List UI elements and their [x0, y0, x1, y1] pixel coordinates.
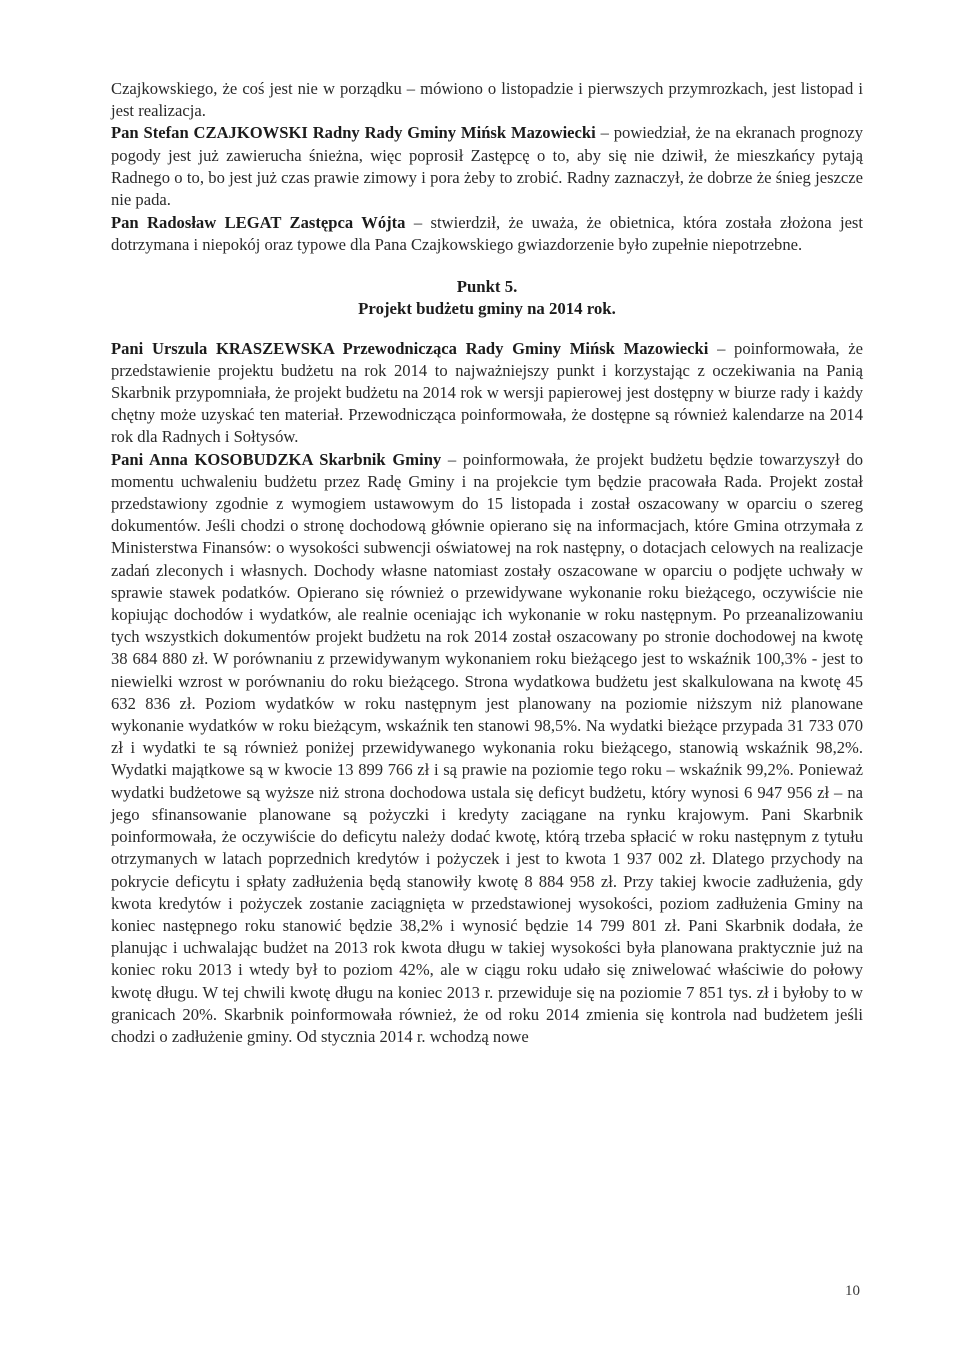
heading-title: Projekt budżetu gminy na 2014 rok.	[358, 298, 616, 318]
heading-point-number: Punkt 5.	[456, 276, 518, 296]
speaker-name: Pan Radosław LEGAT Zastępca Wójta	[111, 213, 406, 233]
speaker-name: Pan Stefan CZAJKOWSKI Radny Rady Gminy Mińsk Mazowiecki	[111, 123, 596, 143]
paragraph-legat	[111, 212, 863, 256]
paragraph-czajkowski	[111, 122, 863, 211]
paragraph-intro	[111, 78, 863, 122]
speaker-name: Pani Anna KOSOBUDZKA Skarbnik Gminy	[111, 449, 442, 469]
paragraph-kraszewska	[111, 338, 863, 449]
page-number: 10	[845, 1283, 860, 1299]
paragraph-text: – poinformowała, że przedstawienie projektu budżetu na rok 2014 to najważniejszy punkt i korzystając z oczekiwania na Panią Skarbnik przypomniała, że projekt budżetu na 2014 rok w wersji papierowej jest dostępny w biurze rady i każdy chętny może uzyskać ten materiał. Przewodnicząca poinformowała, że dostępne są również kalendarze na 2014 rok dla Radnych i Sołtysów.	[111, 338, 863, 447]
paragraph-kosobudzka	[111, 449, 863, 1048]
section-heading	[111, 276, 863, 320]
paragraph-text: – stwierdził, że uważa, że obietnica, która została złożona jest dotrzymana i niepokój oraz typowe dla Pana Czajkowskiego gwiazdorzenie było zupełnie niepotrzebne.	[111, 213, 864, 255]
paragraph-text: – powiedział, że na ekranach prognozy pogody jest już zawierucha śnieżna, więc poprosił Zastępcę o to, aby się nie dziwił, że mieszkańcy pytają Radnego o to, bo jest już czas prawie zimowy i pora żeby to zrobić. Radny zaznaczył, że dobrze że śnieg jeszcze nie pada.	[111, 123, 863, 210]
paragraph-text: – poinformowała, że projekt budżetu będzie towarzyszył do momentu uchwaleniu budżetu przez Radę Gminy i na projekcie tym będzie pracowała Rada. Projekt został przedstawiony zgodnie z wymogiem ustawowym do 15 listopada i został oszacowany w oparciu o szereg dokumentów. Jeśli chodzi o stronę dochodową głównie opierano się na informacjach, które Gmina otrzymała z Ministerstwa Finansów: o wysokości subwencji oświatowej na rok następny, o dotacjach celowych na realizacje zadań zleconych i własnych. Dochody własne natomiast zostały oszacowane w oparciu o podjęte uchwały w sprawie stawek podatków. Opierano się również o przewidywane wykonanie roku bieżącego, oczywiście nie kopiując dochodów i wydatków, ale realnie oceniając ich wykonanie w roku następnym. Po przeanalizowaniu tych wszystkich dokumentów projekt budżetu na rok 2014 został oszacowany po stronie dochodowej na kwotę 38 684 880 zł. W porównaniu z przewidywanym wykonaniem roku bieżącego jest to wskaźnik 100,3% - jest to niewielki wzrost w porównaniu do roku bieżącego. Strona wydatkowa budżetu jest skalkulowana na kwotę 45 632 836 zł. Poziom wydatków w roku następnym jest planowany na poziomie niższym niż planowane wykonanie wydatków w roku bieżącym, wskaźnik ten stanowi 98,5%. Na wydatki bieżące przypada 31 733 070 zł i wydatki te są również poniżej przewidywanego wykonania roku bieżącego, stanowią wskaźnik 98,2%. Wydatki majątkowe są w kwocie 13 899 766 zł i są prawie na poziomie tego roku – wskaźnik 99,2%. Ponieważ wydatki budżetowe są wyższe niż strona dochodowa ustala się deficyt budżetu, który wynosi 6 947 956 zł – na jego sfinansowanie planowane są pożyczki i kredyty zaciągane na rynku krajowym. Pani Skarbnik poinformowała, że oczywiście do deficytu należy dodać kwotę, którą trzeba spłacić w roku następnym z tytułu otrzymanych w latach poprzednich kredytów i pożyczek i jest to kwota 1 937 002 zł. Dlatego przychody na pokrycie deficytu i spłaty zadłużenia będą stanowiły kwotę 8 884 958 zł. Przy takiej kwocie zadłużenia, gdy kwota kredytów i pożyczek zostanie zaciągnięta w przedstawionej wysokości, poziom zadłużenia Gminy na koniec następnego roku stanowić będzie 38,2% i wynosić będzie 14 799 801 zł. Pani Skarbnik dodała, że planując i uchwalając budżet na 2013 rok kwota długu w takiej wysokości była planowana praktycznie już na koniec roku 2013 i wtedy był to poziom 42%, ale w ciągu roku udało się zniwelować właściwie do połowy kwotę długu. W tej chwili kwotę długu na koniec 2013 r. przewiduje się na poziomie 7 851 tys. zł i byłoby to w granicach 20%. Skarbnik poinformowała również, że od roku 2014 zmienia się kontrola nad budżetem jeśli chodzi o zadłużenie gminy. Od stycznia 2014 r. wchodzą nowe	[111, 449, 863, 1046]
paragraph-text: Czajkowskiego, że coś jest nie w porządku – mówiono o listopadzie i pierwszych przymrozkach, jest listopad i jest realizacja.	[111, 79, 863, 121]
speaker-name: Pani Urszula KRASZEWSKA Przewodnicząca Rady Gminy Mińsk Mazowiecki	[111, 338, 709, 358]
document-page	[111, 78, 863, 1048]
